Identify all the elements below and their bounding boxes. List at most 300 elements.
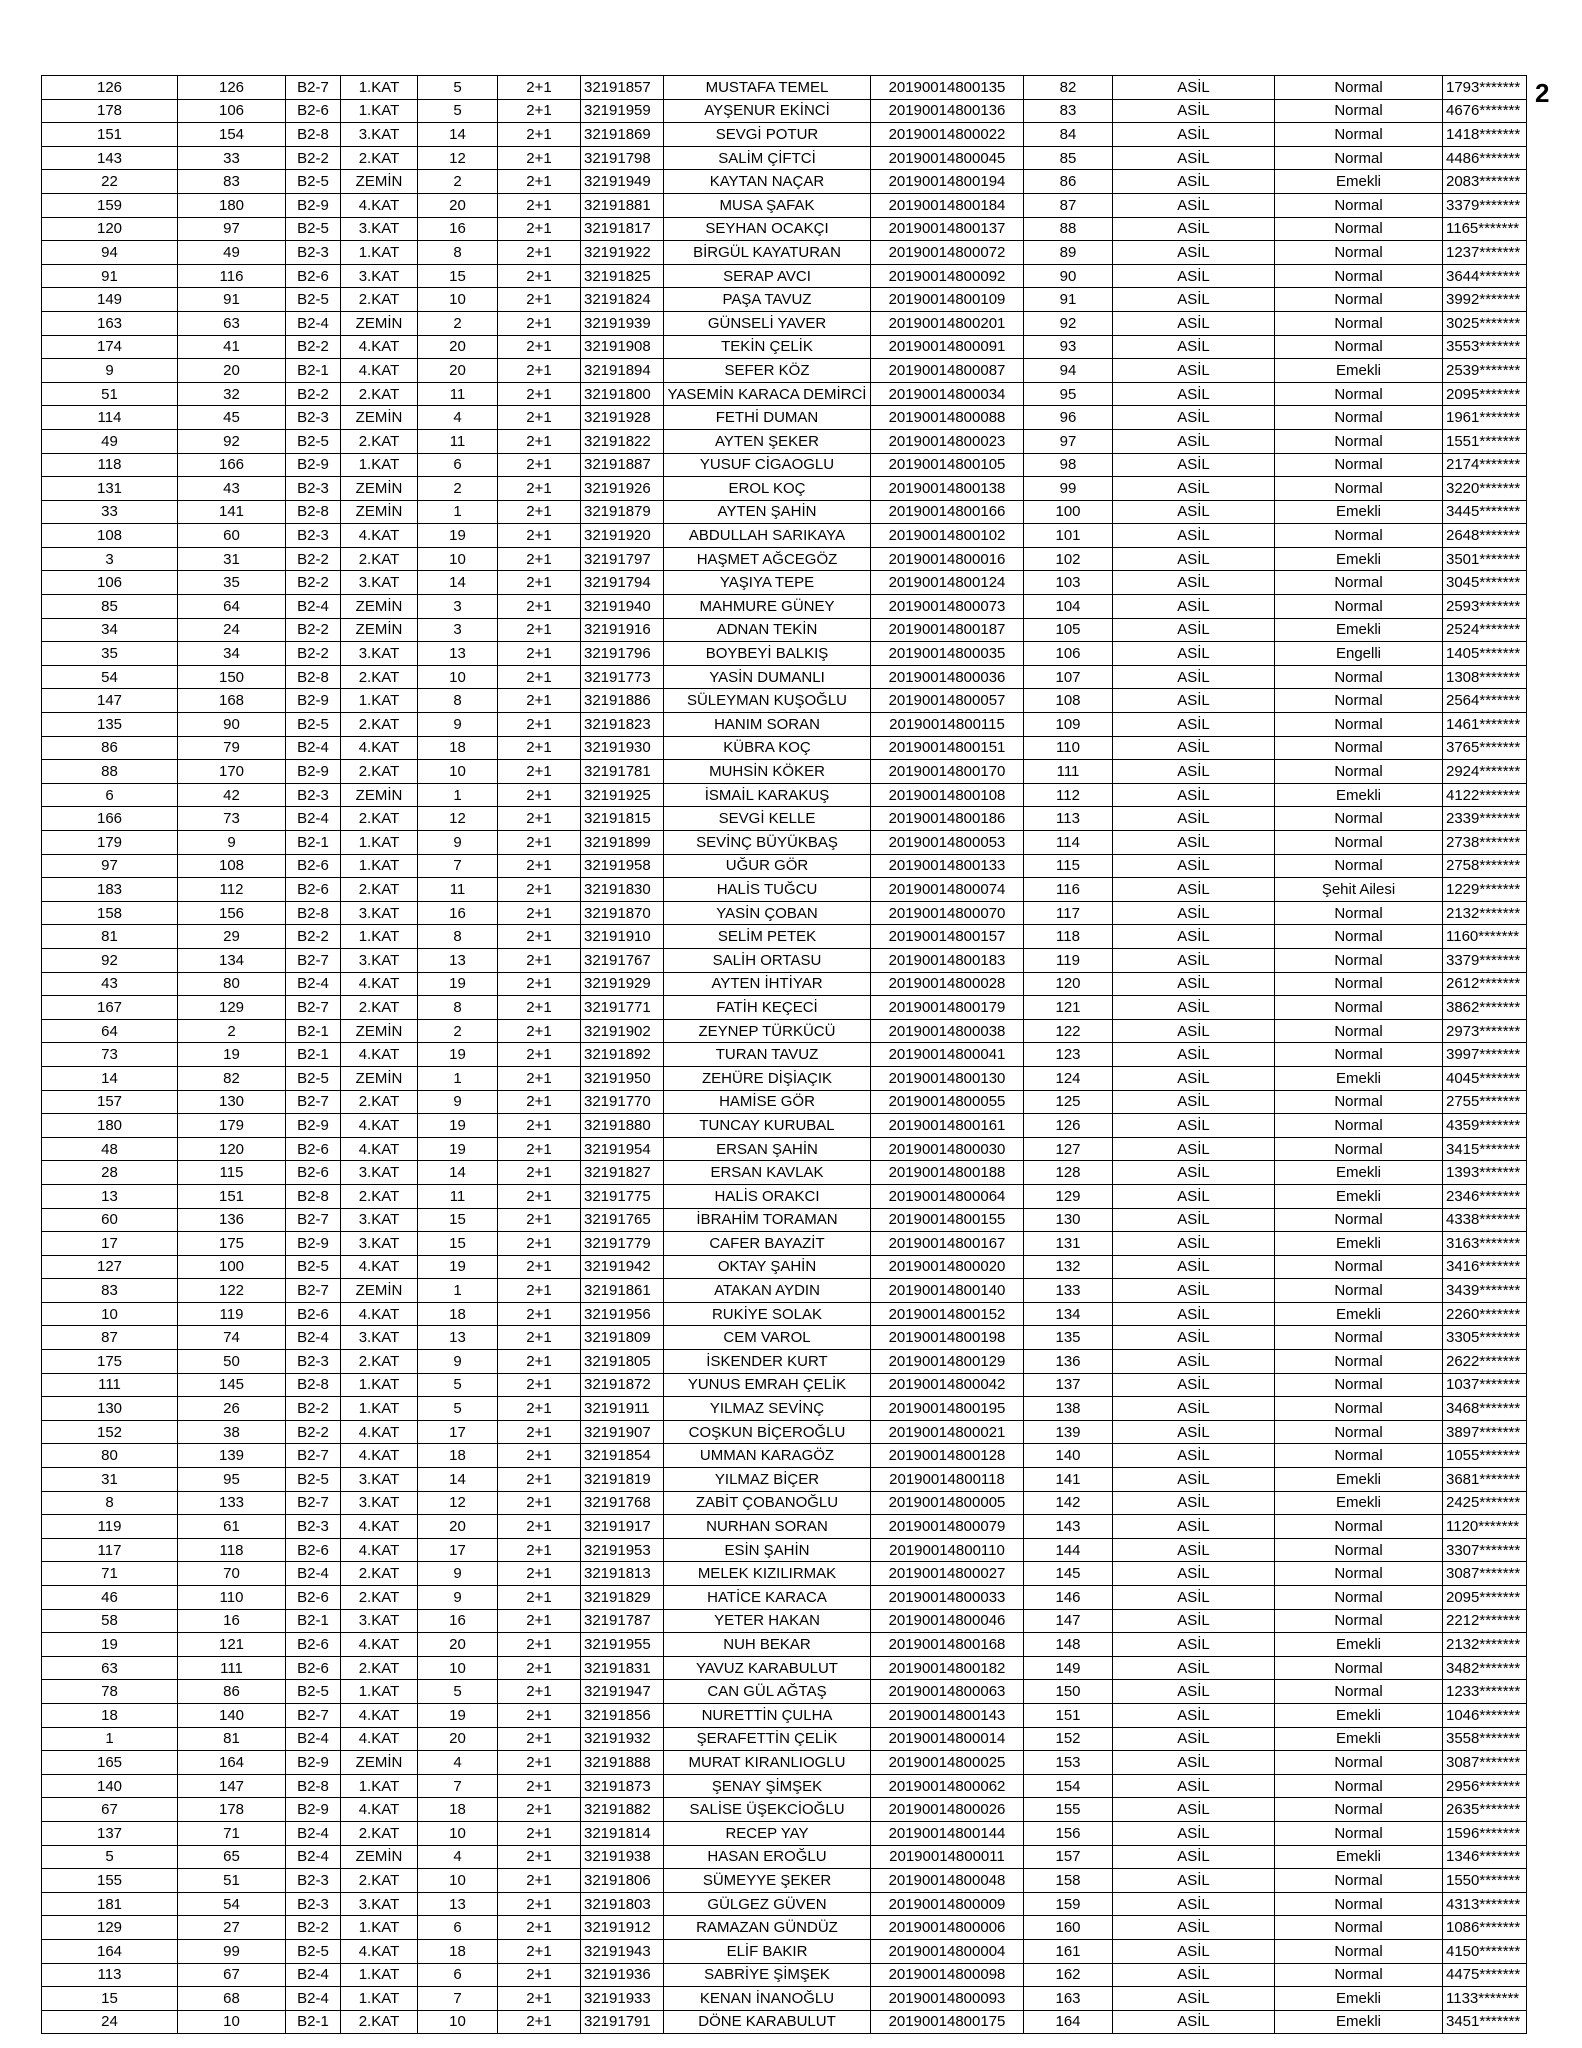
cell-ref-no: 20190014800118 [871,1468,1024,1492]
cell-apartment-no: 80 [178,972,286,996]
cell-status: ASİL [1113,76,1275,100]
cell-draw-order: 64 [42,1019,178,1043]
cell-floor-no: 2 [418,170,498,194]
cell-full-name: SÜLEYMAN KUŞOĞLU [664,689,871,713]
cell-draw-order: 114 [42,406,178,430]
cell-draw-order: 149 [42,288,178,312]
cell-floor-no: 10 [418,665,498,689]
cell-floor: ZEMİN [341,783,418,807]
cell-block: B2-6 [286,1161,341,1185]
cell-full-name: ŞENAY ŞİMŞEK [664,1774,871,1798]
cell-line-no: 110 [1024,736,1113,760]
cell-category: Normal [1275,1680,1443,1704]
cell-full-name: ABDULLAH SARIKAYA [664,524,871,548]
cell-category: Normal [1275,1798,1443,1822]
cell-application-no: 32191873 [581,1774,664,1798]
cell-floor-no: 18 [418,1444,498,1468]
cell-apartment-no: 61 [178,1515,286,1539]
cell-floor: 2.KAT [341,288,418,312]
cell-room-type: 2+1 [498,1586,581,1610]
cell-status: ASİL [1113,1208,1275,1232]
cell-draw-order: 97 [42,854,178,878]
cell-floor: 4.KAT [341,1114,418,1138]
cell-block: B2-3 [286,1515,341,1539]
cell-line-no: 136 [1024,1350,1113,1374]
cell-status: ASİL [1113,406,1275,430]
cell-room-type: 2+1 [498,665,581,689]
cell-line-no: 111 [1024,760,1113,784]
cell-application-no: 32191936 [581,1963,664,1987]
cell-id-masked: 2612******* [1443,972,1527,996]
cell-ref-no: 20190014800009 [871,1892,1024,1916]
cell-id-masked: 1550******* [1443,1869,1527,1893]
cell-floor-no: 12 [418,146,498,170]
cell-apartment-no: 64 [178,595,286,619]
cell-ref-no: 20190014800124 [871,571,1024,595]
cell-block: B2-1 [286,359,341,383]
cell-apartment-no: 67 [178,1963,286,1987]
cell-apartment-no: 43 [178,477,286,501]
cell-line-no: 162 [1024,1963,1113,1987]
cell-draw-order: 58 [42,1609,178,1633]
cell-floor-no: 14 [418,123,498,147]
cell-draw-order: 48 [42,1137,178,1161]
table-row [42,288,1527,312]
cell-ref-no: 20190014800183 [871,948,1024,972]
table-row [42,1397,1527,1421]
cell-room-type: 2+1 [498,1373,581,1397]
cell-block: B2-6 [286,1586,341,1610]
cell-room-type: 2+1 [498,1751,581,1775]
cell-full-name: YASİN DUMANLI [664,665,871,689]
cell-floor-no: 15 [418,1208,498,1232]
cell-id-masked: 2758******* [1443,854,1527,878]
cell-room-type: 2+1 [498,760,581,784]
cell-status: ASİL [1113,1397,1275,1421]
cell-full-name: TUNCAY KURUBAL [664,1114,871,1138]
cell-room-type: 2+1 [498,99,581,123]
cell-line-no: 86 [1024,170,1113,194]
cell-floor-no: 10 [418,288,498,312]
cell-status: ASİL [1113,571,1275,595]
cell-ref-no: 20190014800137 [871,217,1024,241]
cell-apartment-no: 86 [178,1680,286,1704]
cell-category: Normal [1275,1208,1443,1232]
cell-apartment-no: 19 [178,1043,286,1067]
cell-floor: 3.KAT [341,1161,418,1185]
cell-full-name: MUSTAFA TEMEL [664,76,871,100]
cell-floor: 3.KAT [341,1609,418,1633]
cell-id-masked: 4045******* [1443,1066,1527,1090]
cell-floor-no: 16 [418,901,498,925]
cell-id-masked: 3897******* [1443,1420,1527,1444]
cell-block: B2-2 [286,571,341,595]
cell-draw-order: 166 [42,807,178,831]
cell-status: ASİL [1113,1232,1275,1256]
cell-apartment-no: 108 [178,854,286,878]
cell-full-name: RECEP YAY [664,1821,871,1845]
cell-status: ASİL [1113,1562,1275,1586]
cell-block: B2-3 [286,1892,341,1916]
cell-draw-order: 43 [42,972,178,996]
cell-block: B2-2 [286,547,341,571]
cell-ref-no: 20190014800035 [871,642,1024,666]
cell-application-no: 32191880 [581,1114,664,1138]
cell-status: ASİL [1113,1161,1275,1185]
cell-line-no: 106 [1024,642,1113,666]
cell-draw-order: 158 [42,901,178,925]
cell-block: B2-5 [286,170,341,194]
cell-status: ASİL [1113,1515,1275,1539]
cell-apartment-no: 41 [178,335,286,359]
cell-application-no: 32191882 [581,1798,664,1822]
cell-application-no: 32191797 [581,547,664,571]
table-row [42,1491,1527,1515]
cell-draw-order: 129 [42,1916,178,1940]
cell-status: ASİL [1113,665,1275,689]
cell-id-masked: 3045******* [1443,571,1527,595]
cell-status: ASİL [1113,1798,1275,1822]
cell-floor: ZEMİN [341,406,418,430]
cell-id-masked: 2095******* [1443,1586,1527,1610]
cell-apartment-no: 179 [178,1114,286,1138]
cell-id-masked: 3992******* [1443,288,1527,312]
cell-apartment-no: 121 [178,1633,286,1657]
cell-floor: 3.KAT [341,1232,418,1256]
cell-room-type: 2+1 [498,429,581,453]
cell-application-no: 32191796 [581,642,664,666]
cell-draw-order: 18 [42,1703,178,1727]
cell-draw-order: 163 [42,311,178,335]
cell-category: Normal [1275,217,1443,241]
cell-application-no: 32191830 [581,878,664,902]
cell-status: ASİL [1113,1326,1275,1350]
cell-line-no: 129 [1024,1184,1113,1208]
cell-draw-order: 3 [42,547,178,571]
cell-block: B2-3 [286,406,341,430]
cell-room-type: 2+1 [498,1609,581,1633]
cell-category: Normal [1275,972,1443,996]
cell-draw-order: 81 [42,925,178,949]
cell-room-type: 2+1 [498,1255,581,1279]
cell-full-name: ZABİT ÇOBANOĞLU [664,1491,871,1515]
cell-room-type: 2+1 [498,571,581,595]
cell-block: B2-5 [286,217,341,241]
cell-line-no: 155 [1024,1798,1113,1822]
cell-id-masked: 4676******* [1443,99,1527,123]
cell-status: ASİL [1113,1680,1275,1704]
cell-id-masked: 1133******* [1443,1987,1527,2011]
cell-room-type: 2+1 [498,1939,581,1963]
table-row [42,901,1527,925]
cell-apartment-no: 32 [178,382,286,406]
cell-draw-order: 152 [42,1420,178,1444]
cell-category: Normal [1275,311,1443,335]
cell-ref-no: 20190014800166 [871,500,1024,524]
cell-block: B2-4 [286,1727,341,1751]
cell-line-no: 164 [1024,2010,1113,2034]
cell-ref-no: 20190014800048 [871,1869,1024,1893]
cell-apartment-no: 68 [178,1987,286,2011]
cell-category: Emekli [1275,359,1443,383]
cell-room-type: 2+1 [498,783,581,807]
cell-application-no: 32191829 [581,1586,664,1610]
cell-floor: 4.KAT [341,1444,418,1468]
cell-floor: 4.KAT [341,1302,418,1326]
cell-status: ASİL [1113,1090,1275,1114]
table-row [42,996,1527,1020]
cell-application-no: 32191787 [581,1609,664,1633]
cell-id-masked: 3553******* [1443,335,1527,359]
cell-application-no: 32191879 [581,500,664,524]
cell-application-no: 32191803 [581,1892,664,1916]
cell-status: ASİL [1113,1869,1275,1893]
cell-category: Normal [1275,335,1443,359]
cell-id-masked: 1405******* [1443,642,1527,666]
cell-category: Normal [1275,1137,1443,1161]
cell-apartment-no: 74 [178,1326,286,1350]
cell-full-name: COŞKUN BİÇEROĞLU [664,1420,871,1444]
cell-id-masked: 3379******* [1443,193,1527,217]
cell-status: ASİL [1113,1444,1275,1468]
cell-draw-order: 46 [42,1586,178,1610]
cell-category: Normal [1275,1043,1443,1067]
cell-status: ASİL [1113,1774,1275,1798]
cell-application-no: 32191765 [581,1208,664,1232]
cell-block: B2-7 [286,1703,341,1727]
cell-id-masked: 3482******* [1443,1656,1527,1680]
cell-application-no: 32191831 [581,1656,664,1680]
cell-block: B2-2 [286,146,341,170]
cell-line-no: 119 [1024,948,1113,972]
table-row [42,1019,1527,1043]
cell-block: B2-9 [286,1114,341,1138]
cell-block: B2-9 [286,453,341,477]
cell-line-no: 97 [1024,429,1113,453]
cell-floor: 4.KAT [341,359,418,383]
cell-application-no: 32191910 [581,925,664,949]
table-row [42,477,1527,501]
cell-line-no: 93 [1024,335,1113,359]
table-row [42,241,1527,265]
cell-apartment-no: 111 [178,1656,286,1680]
cell-id-masked: 2755******* [1443,1090,1527,1114]
cell-apartment-no: 122 [178,1279,286,1303]
cell-block: B2-3 [286,1869,341,1893]
cell-room-type: 2+1 [498,170,581,194]
cell-apartment-no: 145 [178,1373,286,1397]
cell-ref-no: 20190014800079 [871,1515,1024,1539]
cell-category: Normal [1275,1869,1443,1893]
cell-room-type: 2+1 [498,1491,581,1515]
cell-apartment-no: 118 [178,1538,286,1562]
cell-floor: ZEMİN [341,1066,418,1090]
table-row [42,76,1527,100]
cell-line-no: 127 [1024,1137,1113,1161]
cell-status: ASİL [1113,453,1275,477]
cell-floor: 1.KAT [341,831,418,855]
cell-floor-no: 19 [418,1137,498,1161]
cell-floor: 3.KAT [341,123,418,147]
cell-id-masked: 2524******* [1443,618,1527,642]
cell-ref-no: 20190014800042 [871,1373,1024,1397]
cell-full-name: YAŞIYA TEPE [664,571,871,595]
cell-apartment-no: 45 [178,406,286,430]
cell-draw-order: 22 [42,170,178,194]
cell-ref-no: 20190014800182 [871,1656,1024,1680]
cell-block: B2-8 [286,123,341,147]
cell-apartment-no: 95 [178,1468,286,1492]
table-row [42,1774,1527,1798]
cell-id-masked: 3415******* [1443,1137,1527,1161]
cell-full-name: SERAP AVCI [664,264,871,288]
cell-id-masked: 1961******* [1443,406,1527,430]
cell-ref-no: 20190014800073 [871,595,1024,619]
cell-id-masked: 3439******* [1443,1279,1527,1303]
cell-ref-no: 20190014800175 [871,2010,1024,2034]
cell-draw-order: 155 [42,1869,178,1893]
cell-block: B2-5 [286,1066,341,1090]
cell-line-no: 159 [1024,1892,1113,1916]
cell-room-type: 2+1 [498,193,581,217]
cell-category: Emekli [1275,1727,1443,1751]
cell-status: ASİL [1113,972,1275,996]
cell-category: Normal [1275,1019,1443,1043]
cell-block: B2-5 [286,1255,341,1279]
cell-line-no: 147 [1024,1609,1113,1633]
cell-status: ASİL [1113,854,1275,878]
cell-draw-order: 140 [42,1774,178,1798]
cell-line-no: 153 [1024,1751,1113,1775]
cell-full-name: EROL KOÇ [664,477,871,501]
cell-line-no: 122 [1024,1019,1113,1043]
cell-full-name: MUSA ŞAFAK [664,193,871,217]
cell-full-name: ERSAN KAVLAK [664,1161,871,1185]
cell-room-type: 2+1 [498,618,581,642]
cell-id-masked: 2622******* [1443,1350,1527,1374]
cell-id-masked: 3163******* [1443,1232,1527,1256]
cell-status: ASİL [1113,1633,1275,1657]
cell-ref-no: 20190014800135 [871,76,1024,100]
cell-draw-order: 6 [42,783,178,807]
cell-ref-no: 20190014800053 [871,831,1024,855]
table-row [42,571,1527,595]
cell-status: ASİL [1113,500,1275,524]
cell-floor-no: 15 [418,264,498,288]
cell-id-masked: 3997******* [1443,1043,1527,1067]
cell-block: B2-5 [286,1468,341,1492]
cell-id-masked: 2956******* [1443,1774,1527,1798]
cell-category: Engelli [1275,642,1443,666]
cell-block: B2-1 [286,1019,341,1043]
cell-room-type: 2+1 [498,382,581,406]
cell-ref-no: 20190014800030 [871,1137,1024,1161]
cell-id-masked: 2564******* [1443,689,1527,713]
cell-id-masked: 4122******* [1443,783,1527,807]
cell-full-name: DÖNE KARABULUT [664,2010,871,2034]
cell-line-no: 99 [1024,477,1113,501]
cell-status: ASİL [1113,1963,1275,1987]
cell-status: ASİL [1113,123,1275,147]
cell-block: B2-4 [286,1987,341,2011]
cell-full-name: YASEMİN KARACA DEMİRCİ [664,382,871,406]
table-row [42,1916,1527,1940]
table-row [42,1326,1527,1350]
cell-floor: 4.KAT [341,1538,418,1562]
cell-id-masked: 1793******* [1443,76,1527,100]
cell-floor: 4.KAT [341,193,418,217]
cell-status: ASİL [1113,1845,1275,1869]
cell-application-no: 32191870 [581,901,664,925]
cell-full-name: MAHMURE GÜNEY [664,595,871,619]
cell-floor-no: 13 [418,948,498,972]
table-row [42,1468,1527,1492]
cell-draw-order: 143 [42,146,178,170]
cell-status: ASİL [1113,288,1275,312]
cell-floor-no: 14 [418,1468,498,1492]
cell-floor: 3.KAT [341,948,418,972]
cell-room-type: 2+1 [498,1326,581,1350]
cell-full-name: İSMAİL KARAKUŞ [664,783,871,807]
cell-category: Normal [1275,595,1443,619]
cell-block: B2-6 [286,1538,341,1562]
cell-floor-no: 12 [418,807,498,831]
cell-apartment-no: 63 [178,311,286,335]
table-row [42,1633,1527,1657]
table-row [42,1066,1527,1090]
cell-draw-order: 111 [42,1373,178,1397]
cell-ref-no: 20190014800143 [871,1703,1024,1727]
cell-category: Normal [1275,807,1443,831]
cell-draw-order: 175 [42,1350,178,1374]
cell-full-name: KAYTAN NAÇAR [664,170,871,194]
cell-room-type: 2+1 [498,689,581,713]
cell-room-type: 2+1 [498,453,581,477]
cell-floor-no: 9 [418,1090,498,1114]
cell-draw-order: 119 [42,1515,178,1539]
cell-floor: 4.KAT [341,1633,418,1657]
table-row [42,1184,1527,1208]
cell-draw-order: 63 [42,1656,178,1680]
cell-room-type: 2+1 [498,1845,581,1869]
cell-full-name: TURAN TAVUZ [664,1043,871,1067]
cell-floor: 2.KAT [341,996,418,1020]
table-row [42,595,1527,619]
cell-line-no: 109 [1024,713,1113,737]
cell-line-no: 124 [1024,1066,1113,1090]
cell-ref-no: 20190014800006 [871,1916,1024,1940]
cell-floor: 1.KAT [341,241,418,265]
cell-room-type: 2+1 [498,264,581,288]
cell-category: Emekli [1275,1161,1443,1185]
cell-room-type: 2+1 [498,1680,581,1704]
cell-application-no: 32191942 [581,1255,664,1279]
cell-floor-no: 19 [418,1703,498,1727]
cell-floor: 4.KAT [341,1043,418,1067]
cell-category: Normal [1275,831,1443,855]
cell-apartment-no: 50 [178,1350,286,1374]
cell-room-type: 2+1 [498,854,581,878]
table-row [42,123,1527,147]
cell-id-masked: 3087******* [1443,1751,1527,1775]
cell-apartment-no: 71 [178,1821,286,1845]
cell-ref-no: 20190014800110 [871,1538,1024,1562]
cell-draw-order: 135 [42,713,178,737]
cell-room-type: 2+1 [498,948,581,972]
cell-full-name: SEYHAN OCAKÇI [664,217,871,241]
cell-line-no: 123 [1024,1043,1113,1067]
cell-status: ASİL [1113,736,1275,760]
